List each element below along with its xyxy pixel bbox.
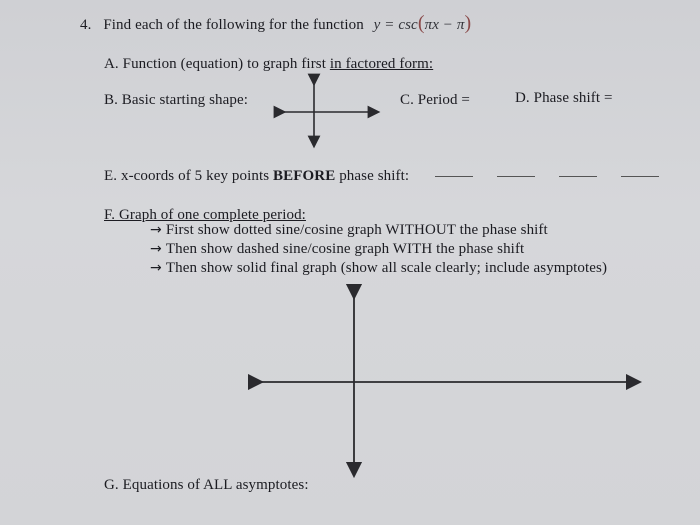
equation-lhs: y = csc [373, 17, 418, 33]
part-b-label: B. Basic starting shape: [104, 92, 249, 108]
part-f-step-text: First show dotted sine/cosine graph WITHOUT the phase shift [165, 222, 548, 238]
arrow-icon: → [150, 241, 162, 257]
part-g-label: G. Equations of ALL asymptotes: [104, 477, 309, 493]
part-c-label: C. Period = [400, 92, 470, 108]
function-equation [373, 12, 472, 34]
problem-header [80, 12, 471, 35]
answer-blank-2 [497, 176, 535, 177]
part-a [104, 56, 433, 73]
arrow-icon: → [150, 260, 162, 276]
part-e [104, 168, 659, 185]
left-paren: ( [417, 12, 425, 34]
part-f-step-text: Then show dashed sine/cosine graph WITH the phase shift [165, 241, 525, 257]
part-f-step-1 [150, 222, 548, 239]
part-f-label: F. Graph of one complete period: [104, 207, 306, 223]
problem-number: 4. [80, 17, 92, 33]
right-paren: ) [464, 12, 472, 34]
answer-blank-4 [621, 176, 659, 177]
answer-blank-1 [435, 176, 473, 177]
part-e-suffix: phase shift: [339, 168, 410, 184]
graph-axes [250, 286, 640, 476]
part-e-bold: BEFORE [273, 168, 336, 184]
answer-blank-3 [559, 176, 597, 177]
part-a-prefix: A. Function (equation) to graph first [104, 56, 326, 72]
problem-prompt: Find each of the following for the function [103, 17, 364, 33]
part-f-step-2 [150, 241, 524, 258]
starting-shape-axes [276, 76, 378, 146]
part-f-step-3 [150, 260, 607, 277]
equation-inner: πx − π [424, 17, 465, 33]
part-e-prefix: E. x-coords of 5 key points [104, 168, 270, 184]
part-d-label: D. Phase shift = [515, 90, 613, 106]
part-a-underlined: in factored form: [329, 56, 434, 72]
part-f-step-text: Then show solid final graph (show all scale clearly; include asymptotes) [165, 260, 608, 276]
arrow-icon: → [150, 222, 162, 238]
